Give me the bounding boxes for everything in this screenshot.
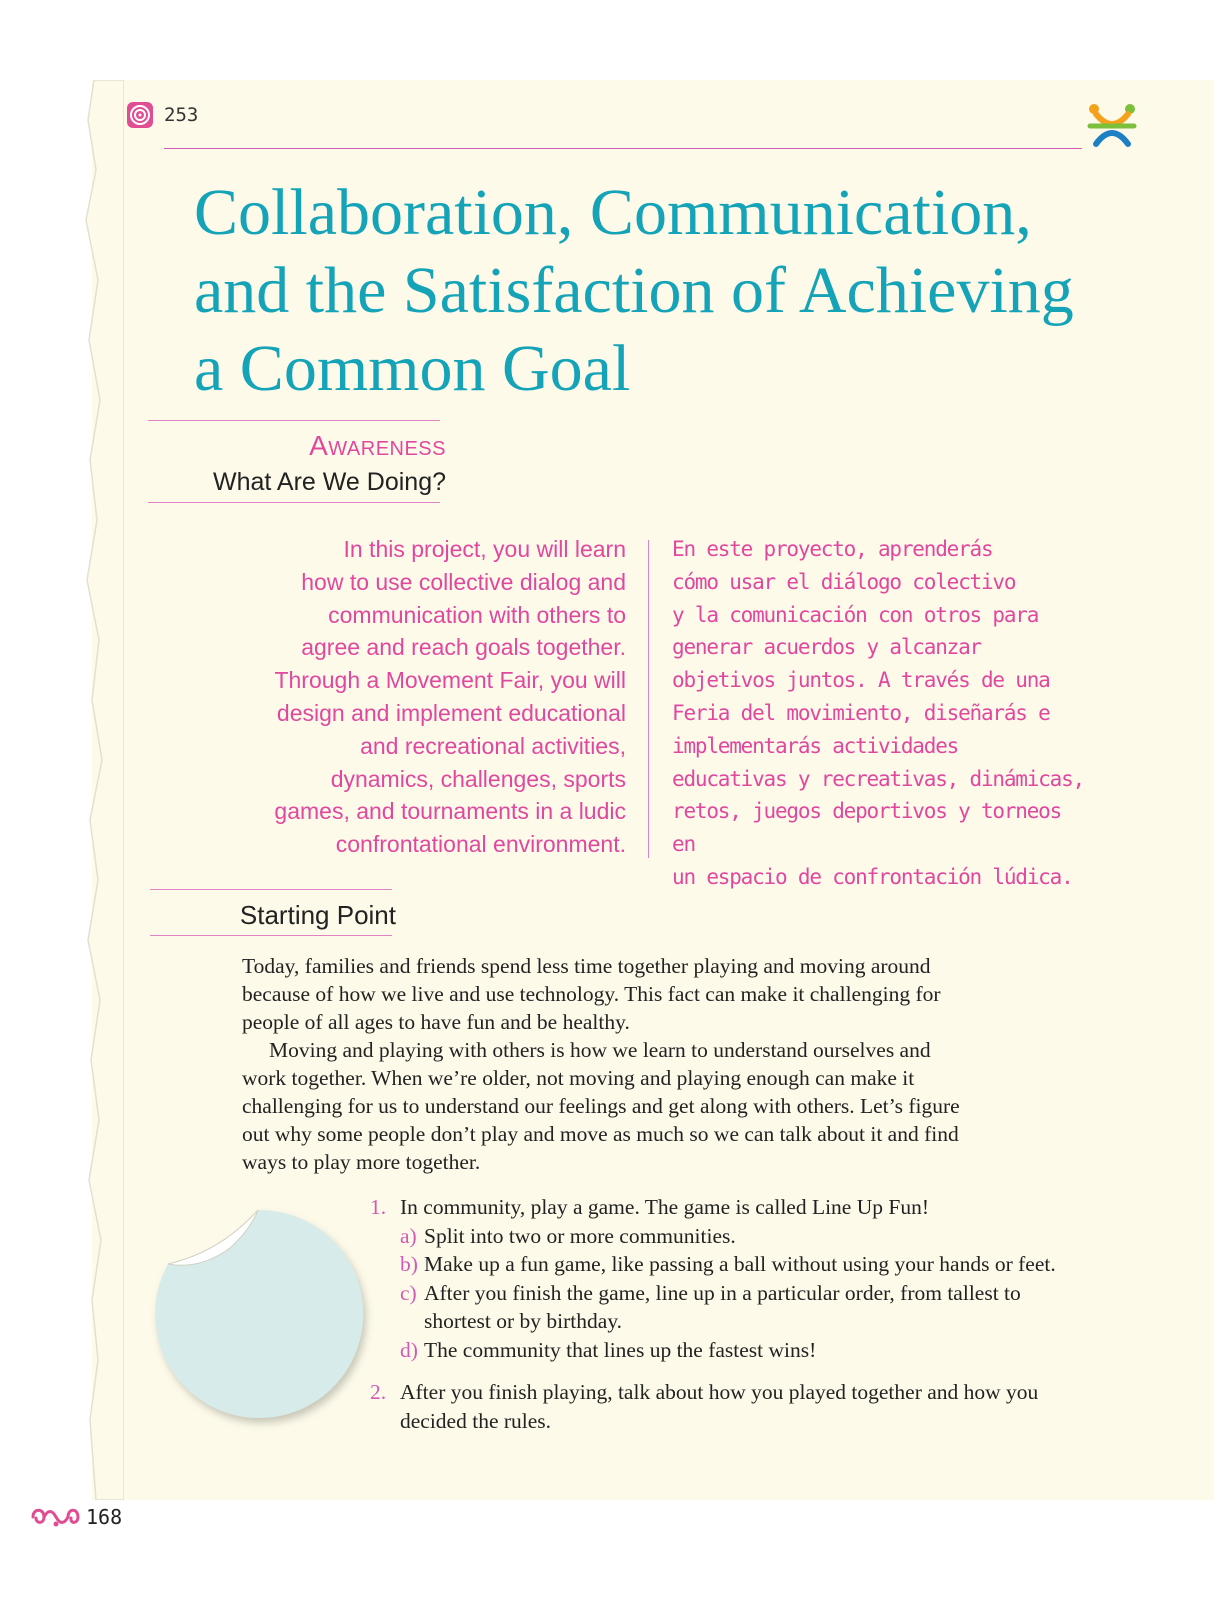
intro-column-divider — [648, 540, 649, 858]
intro-spanish-line: cómo usar el diálogo colectivo — [672, 569, 1016, 594]
header-page-number: 253 — [164, 104, 199, 126]
step-text: After you finish playing, talk about how you played together and how you decided the rules. — [400, 1380, 1039, 1433]
decorative-motif-icon — [30, 1504, 80, 1530]
step-item — [370, 1193, 1090, 1364]
linked-people-logo — [1086, 100, 1138, 152]
awareness-bottom-rule — [148, 502, 440, 503]
intro-english-line: agree and reach goals together. — [301, 634, 626, 661]
body-paragraph: Moving and playing with others is how we learn to understand ourselves and work together. When we’re older, not moving and playing enough can make it challenging for us to understand our feelings and get along with others. Let’s figure out why some people don’t play and move as much so we can talk about it and find ways to play more together. — [242, 1038, 960, 1174]
intro-english-line: design and implement educational — [276, 699, 626, 726]
awareness-top-rule — [148, 420, 440, 421]
step-number: 1. — [370, 1195, 387, 1219]
spiral-glyph-icon — [126, 101, 154, 129]
step-subitems — [400, 1222, 1090, 1365]
intro-spanish-line: Feria del movimiento, diseñarás e — [672, 700, 1050, 725]
step-text: In community, play a game. The game is called Line Up Fun! — [400, 1195, 929, 1219]
footer-page-number: 168 — [86, 1505, 123, 1529]
body-paragraph: Today, families and friends spend less time together playing and moving around because of how we live and use technology. This fact can make it challenging for people of all ages to have fun and be healthy. — [242, 954, 941, 1034]
subitem-letter: a) — [400, 1223, 417, 1248]
starting-point-heading: Starting Point — [239, 900, 396, 930]
subitem-letter: b) — [400, 1252, 418, 1276]
subitem-letter: c) — [400, 1280, 417, 1305]
intro-spanish-line: objetivos juntos. A través de una — [672, 668, 1050, 693]
subitem — [400, 1336, 1090, 1365]
intro-english — [222, 533, 626, 861]
activity-steps — [370, 1193, 1090, 1435]
intro-english-line: dynamics, challenges, sports — [330, 765, 626, 792]
subitem — [400, 1250, 1090, 1279]
subitem — [400, 1279, 1090, 1336]
intro-english-line: Through a Movement Fair, you will — [274, 667, 626, 694]
intro-spanish-line: y la comunicación con otros para — [672, 602, 1039, 627]
starting-point-top-rule — [150, 889, 392, 890]
header-rule — [164, 148, 1082, 149]
starting-point-body — [242, 952, 972, 1176]
step-number: 2. — [370, 1380, 387, 1404]
starting-point-bottom-rule — [150, 935, 392, 936]
intro-spanish-line: implementarás actividades — [672, 733, 959, 758]
subitem-text: The community that lines up the fastest wins! — [424, 1337, 817, 1362]
subitem-text: After you finish the game, line up in a particular order, from tallest to shortest or by birthday. — [424, 1280, 1021, 1333]
awareness-subtitle: What Are We Doing? — [213, 468, 446, 496]
subitem — [400, 1222, 1090, 1251]
intro-spanish-line: retos, juegos deportivos y torneos en — [672, 799, 1062, 857]
torn-edge — [84, 80, 124, 1500]
intro-english-line: communication with others to — [328, 601, 626, 628]
intro-english-line: how to use collective dialog and — [301, 568, 626, 595]
intro-spanish-line: generar acuerdos y alcanzar — [672, 635, 981, 660]
intro-english-line: In this project, you will learn — [343, 536, 626, 562]
subitem-text: Make up a fun game, like passing a ball without using your hands or feet. — [424, 1252, 1056, 1276]
intro-spanish-line: un espacio de confrontación lúdica. — [672, 864, 1073, 889]
intro-spanish-line: educativas y recreativas, dinámicas, — [672, 766, 1084, 791]
awareness-label: Awareness — [309, 430, 446, 461]
intro-english-line: confrontational environment. — [335, 831, 626, 858]
subitem-text: Split into two or more communities. — [424, 1223, 736, 1248]
subitem-letter: d) — [400, 1337, 418, 1362]
intro-english-line: games, and tournaments in a ludic — [274, 798, 626, 825]
step-item — [370, 1378, 1090, 1435]
page-title: Collaboration, Communication, and the Satisfaction of Achieving a Common Goal — [194, 176, 1074, 405]
sticker-circle — [150, 1200, 380, 1440]
intro-spanish — [672, 533, 1092, 894]
intro-english-line: and recreational activities, — [360, 732, 626, 759]
intro-spanish-line: En este proyecto, aprenderás — [672, 537, 993, 561]
